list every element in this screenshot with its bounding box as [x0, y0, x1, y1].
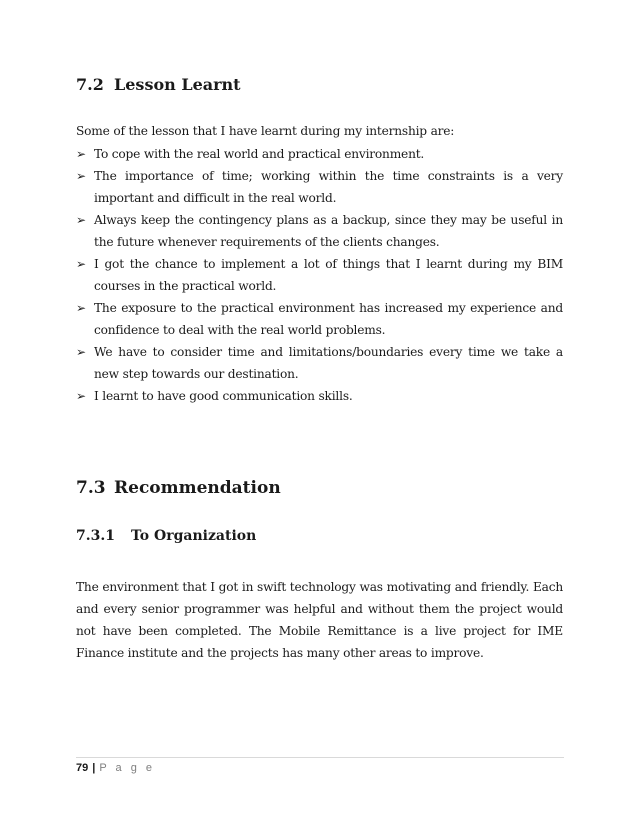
section-number: 7.3.1: [76, 528, 115, 544]
list-item-text: Always keep the contingency plans as a backup, since they may be useful in the future whenever requirements of the clients changes.: [94, 213, 563, 249]
section-number: 7.3: [76, 478, 106, 498]
lessons-list: [76, 143, 563, 407]
list-item-text: We have to consider time and limitations/boundaries every time we take a new step towards our destination.: [94, 345, 563, 381]
list-item: [76, 385, 563, 407]
list-item-text: The importance of time; working within the time constraints is a very important and difficult in the real world.: [94, 169, 563, 205]
section-heading-7-2: [76, 75, 241, 94]
arrow-bullet-icon: ➢: [76, 389, 86, 403]
section-number: 7.2: [76, 75, 104, 94]
section-title: Recommendation: [114, 478, 281, 498]
list-item-text: To cope with the real world and practical environment.: [94, 147, 425, 161]
list-item: [76, 297, 563, 341]
arrow-bullet-icon: ➢: [76, 345, 86, 359]
list-item-text: I got the chance to implement a lot of things that I learnt during my BIM courses in the practical world.: [94, 257, 563, 293]
arrow-bullet-icon: ➢: [76, 169, 86, 183]
list-item-text: The exposure to the practical environment has increased my experience and confidence to deal with the real world problems.: [94, 301, 563, 337]
section-title: To Organization: [131, 528, 257, 544]
page-footer: [76, 762, 155, 774]
list-item: [76, 209, 563, 253]
arrow-bullet-icon: ➢: [76, 213, 86, 227]
arrow-bullet-icon: ➢: [76, 147, 86, 161]
page-label: P a g e: [99, 762, 155, 774]
list-item: [76, 341, 563, 385]
intro-text: Some of the lesson that I have learnt during my internship are:: [76, 124, 455, 138]
page-number: 79: [76, 762, 89, 774]
arrow-bullet-icon: ➢: [76, 257, 86, 271]
footer-separator: |: [92, 762, 96, 774]
list-item: [76, 143, 563, 165]
arrow-bullet-icon: ➢: [76, 301, 86, 315]
list-item-text: I learnt to have good communication skills.: [94, 389, 353, 403]
list-item: [76, 165, 563, 209]
list-item: [76, 253, 563, 297]
section-title: Lesson Learnt: [114, 75, 241, 94]
section-heading-7-3-1: [76, 528, 256, 544]
section-heading-7-3: [76, 478, 281, 498]
body-paragraph: The environment that I got in swift technology was motivating and friendly. Each and every senior programmer was helpful and without them the project would not have been completed. The Mobile Remittance is a live project for IME Finance institute and the projects has many other areas to improve.: [76, 580, 563, 660]
footer-divider: [76, 757, 564, 758]
